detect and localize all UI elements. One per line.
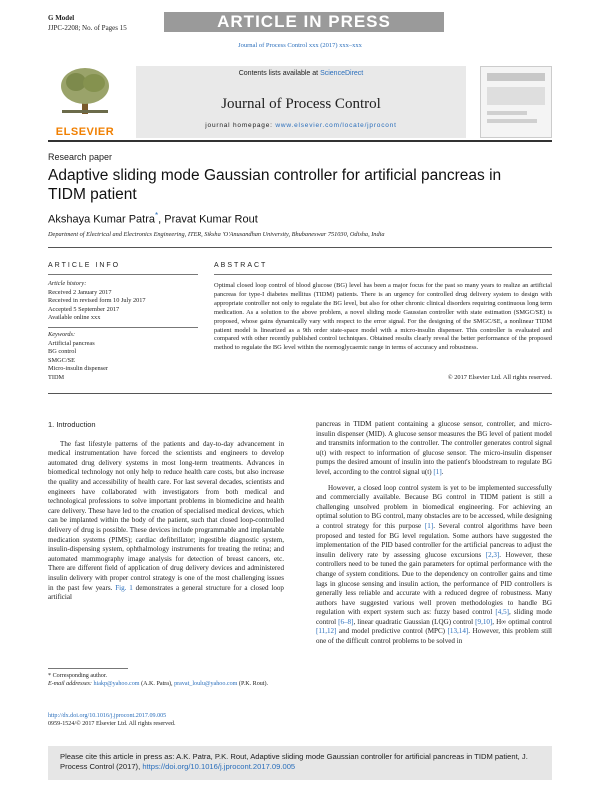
body-column-left <box>48 420 284 609</box>
journal-title: Journal of Process Control <box>221 96 381 112</box>
keyword: BG control <box>48 348 77 355</box>
contents-line <box>136 70 466 77</box>
divider <box>48 247 552 248</box>
citation-box <box>48 746 552 780</box>
divider <box>214 274 552 275</box>
author-1: Akshaya Kumar Patra <box>48 213 155 226</box>
abstract-copyright: © 2017 Elsevier Ltd. All rights reserved. <box>447 374 552 381</box>
press-header <box>0 0 600 49</box>
keyword: Micro-insulin dispenser <box>48 365 108 372</box>
article-code: JJPC-2208; <box>48 24 81 32</box>
ref-link[interactable]: [2,3] <box>485 550 500 559</box>
journal-header <box>48 54 552 138</box>
abstract-heading: ABSTRACT <box>214 262 268 269</box>
model-label: G Model <box>48 14 75 22</box>
keywords-heading: Keywords: <box>48 331 76 338</box>
sciencedirect-link[interactable]: ScienceDirect <box>320 70 364 77</box>
corresponding-author-mark[interactable]: * <box>155 211 159 220</box>
intro-paragraph: However, a closed loop control system is yet to be implemented successfully and commercially available. Because BG control in TIDM patient is still a challenging unsolved problem in biomedical engineering. For achieving an optimal solution to BG control, many obstacles are to be accessed, while designing a control strategy for this purpose [1]. Several control algorithms have been proposed and tested for BG level regulation. Some authors have suggested the implementation of the PID based controller for the artificial pancreas to adjust the insulin delivery rate by assessing glucose excursions [2,3]. However, these controllers need to be tuned the gain parameters for optimal performance with the change of system conditions. Due to the dependency on controller gains and time lags in glucose sensing and insulin action, the performance of PID controllers is generally less reliable and accurate with a reduced degree of robustness. Many authors have suggested various well proven methodologies to handle BG regulation with expert system such as: fuzzy based control [4,5], sliding mode control [6–8], linear quadratic Gaussian (LQG) control [9,10], H∞ optimal control [11,12] and model predictive control (MPC) [13,14]. However, this problem still one of the difficult control problems to be solved in <box>316 483 553 646</box>
author-line <box>48 211 258 226</box>
homepage-prefix: journal homepage: <box>205 122 276 129</box>
paper-title: Adaptive sliding mode Gaussian controller for artificial pancreas in TIDM patient <box>48 167 502 203</box>
page-count: No. of Pages 15 <box>82 24 127 32</box>
footnote: * Corresponding author. E-mail addresses: hiakp@yahoo.com (A.K. Patra), pravat_loulu@yahoo.com (P.K. Rout). <box>48 672 284 688</box>
ref-link[interactable]: [1] <box>433 467 442 476</box>
history-item: Received 2 January 2017 <box>48 288 112 296</box>
ref-link[interactable]: [6–8] <box>338 617 354 626</box>
intro-paragraph: pancreas in TIDM patient containing a glucose sensor, controller, and micro-insulin dispenser (MID). A glucose sensor measures the BG level of patient model and transmits information to the controller. The controller generates control signal u(t) with respect to information of glucose sensor. The micro-insulin dispenser pumps the desired amount of insulin into the patient's bloodstream to regulate BG level, according to the control signal u(t) [1]. <box>316 420 552 476</box>
email-link[interactable]: pravat_loulu@yahoo.com <box>174 681 238 687</box>
keywords <box>48 331 198 382</box>
citation-text: Please cite this article in press as: A.K. Patra, P.K. Rout, Adaptive sliding mode Gaussian controller for artificial pancreas in TIDM patient, J. Process Control (2017), <box>60 752 528 771</box>
contents-prefix: Contents lists available at <box>238 70 321 77</box>
journal-cover-thumbnail <box>480 66 552 138</box>
keyword: SMGC/SE <box>48 356 75 364</box>
abstract-text: Optimal closed loop control of blood glucose (BG) level has been a major focus for the past so many years to realize an artificial pancreas for type-I diabetes mellitus (TIDM) patients. There is an urgency for controlled drug delivery system to design with appropriate controller not only to regulate the BG level, but also for other chronic clinical disorders requiring continuous long term medication. As a solution to the above problem, a novel sliding mode Gaussian controller with state estimation (SMGC/SE) is proposed, whose gains dynamically vary with respect to the error signal. For the designing of the SMGC/SE, a nonlinear TIDM patient model is linearized as a 9th order state-space model with a micro-insulin dispenser. This controller is evaluated and compared with other recently published control techniques. Obtained results clearly reveal the better performance of the proposed method to regulate the BG level within the normoglycaemic range in terms of accuracy and robustness. <box>214 282 552 352</box>
keyword: Artificial pancreas <box>48 339 95 347</box>
footnote-rule <box>48 668 128 669</box>
homepage-link[interactable]: www.elsevier.com/locate/jprocont <box>275 122 397 129</box>
doi-link[interactable]: http://dx.doi.org/10.1016/j.jprocont.2017.09.005 <box>48 713 167 719</box>
article-in-press-banner: ARTICLE IN PRESS <box>164 12 444 32</box>
history-item: Received in revised form 10 July 2017 <box>48 297 146 304</box>
journal-homepage <box>136 122 466 129</box>
email-link[interactable]: hiakp@yahoo.com <box>93 681 140 687</box>
header-rule <box>48 140 552 142</box>
elsevier-wordmark: ELSEVIER <box>55 126 115 138</box>
article-identifiers <box>48 712 284 728</box>
paper-type: Research paper <box>48 152 113 162</box>
keyword: TIDM <box>48 373 65 381</box>
elsevier-logo <box>48 66 122 138</box>
elsevier-tree-icon <box>56 66 114 116</box>
section-heading: 1. Introduction <box>48 420 96 429</box>
affiliation: Department of Electrical and Electronics Engineering, ITER, Siksha 'O'Anusandhan University, Bhubaneswar 751030, Odisha, India <box>48 231 385 238</box>
ref-link[interactable]: [4,5] <box>495 608 509 617</box>
ref-link[interactable]: [13,14] <box>447 627 469 636</box>
history-item: Available online xxx <box>48 314 101 321</box>
history-item: Accepted 5 September 2017 <box>48 305 120 313</box>
email-label: E-mail addresses: <box>48 681 94 687</box>
press-citation[interactable]: Journal of Process Control xxx (2017) xxx–xxx <box>238 42 362 49</box>
divider <box>48 327 198 328</box>
divider <box>48 274 198 275</box>
ref-link[interactable]: [11,12] <box>316 627 337 636</box>
history-heading: Article history: <box>48 280 87 287</box>
divider <box>48 393 552 394</box>
press-meta <box>48 13 127 33</box>
body-column-right <box>316 420 552 653</box>
author-2: , Pravat Kumar Rout <box>158 213 258 226</box>
corresponding-note: * Corresponding author. <box>48 673 108 679</box>
article-info-heading: ARTICLE INFO <box>48 262 121 269</box>
figure-link[interactable]: Fig. 1 <box>115 583 133 592</box>
journal-title-box <box>136 66 466 138</box>
citation-doi-link[interactable]: https://doi.org/10.1016/j.jprocont.2017.09.005 <box>142 762 296 771</box>
ref-link[interactable]: [9,10] <box>475 617 493 626</box>
intro-paragraph: The fast lifestyle patterns of the patients and day-to-day advancement in medical instrumentation have forced the scientists and engineers to develop automated drug delivery systems in most long-term treatments. Advances in biomedical technology not only help to reduce health care costs, but also increase the quality and accessibility of health care. For last several decades, scientists and engineers have collaborated with investigators from both medical and technological professions to solve important problems in biomedicine and health care delivery. These have led to the creation of specialised medical devices, which can be implanted within the body of the patient, such that closed loop-controlled delivery of drug is possible. These devices include programmable and implantable medication systems (PIMS); cardiac defibrillator; ingestible diagnostic system, insulin-dispensing system, ophthalmology instruments for treating the retina; and automated mammography image analysis for detection of breast cancers, etc. There are different field of application of drug delivery devices and administered insulin delivery with proper control strategy is one of the most challenging issues in the past few years. Fig. 1 demonstrates a general structure for a closed loop artificial <box>48 439 284 602</box>
article-history <box>48 280 198 323</box>
issn-line: 0959-1524/© 2017 Elsevier Ltd. All rights reserved. <box>48 721 176 727</box>
ref-link[interactable]: [1] <box>424 521 434 530</box>
